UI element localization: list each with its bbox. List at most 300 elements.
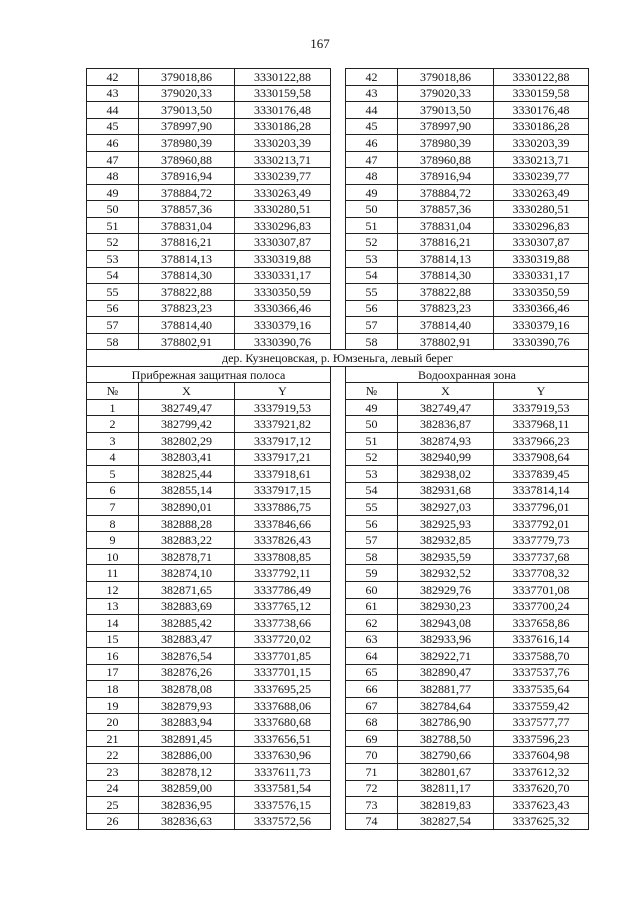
- left-x: 382878,12: [139, 763, 235, 780]
- right-x: 378980,39: [398, 135, 494, 152]
- table-row: [87, 251, 589, 268]
- left-x: 378823,23: [139, 300, 235, 317]
- left-point-number: 12: [87, 581, 139, 598]
- left-x: 382876,26: [139, 664, 235, 681]
- left-y: 3330263,49: [235, 184, 331, 201]
- right-x: 378997,90: [398, 118, 494, 135]
- left-y: 3337581,54: [235, 780, 331, 797]
- right-y: 3337737,68: [494, 548, 589, 565]
- left-x: 382802,29: [139, 433, 235, 450]
- right-y: 3337620,70: [494, 780, 589, 797]
- left-point-number: 26: [87, 813, 139, 830]
- left-x: 382883,47: [139, 631, 235, 648]
- left-point-number: 25: [87, 797, 139, 814]
- column-gap: [331, 565, 346, 582]
- right-point-number: 59: [346, 565, 398, 582]
- table-row: [87, 69, 589, 86]
- right-y: 3330379,16: [494, 317, 589, 334]
- left-x: 379020,33: [139, 85, 235, 102]
- left-x: 382836,63: [139, 813, 235, 830]
- right-y: 3337612,32: [494, 763, 589, 780]
- table-row: [87, 648, 589, 665]
- left-y: 3337680,68: [235, 714, 331, 731]
- left-point-number: 50: [87, 201, 139, 218]
- left-x: 382876,54: [139, 648, 235, 665]
- left-y: 3330390,76: [235, 333, 331, 350]
- right-x: 382881,77: [398, 681, 494, 698]
- left-y: 3337786,49: [235, 581, 331, 598]
- right-y: 3330122,88: [494, 69, 589, 86]
- right-y: 3330350,59: [494, 284, 589, 301]
- right-point-number: 47: [346, 151, 398, 168]
- left-point-number: 4: [87, 449, 139, 466]
- right-y: 3337839,45: [494, 466, 589, 483]
- right-x: 382786,90: [398, 714, 494, 731]
- table-row: [87, 747, 589, 764]
- right-col-header-number: №: [346, 383, 398, 400]
- column-gap: [331, 747, 346, 764]
- left-y: 3337886,75: [235, 499, 331, 516]
- right-x: 382874,93: [398, 433, 494, 450]
- table-row: [87, 797, 589, 814]
- right-x: 378884,72: [398, 184, 494, 201]
- left-x: 382836,95: [139, 797, 235, 814]
- left-y: 3337792,11: [235, 565, 331, 582]
- table-row: [87, 201, 589, 218]
- right-point-number: 72: [346, 780, 398, 797]
- right-point-number: 70: [346, 747, 398, 764]
- right-x: 382836,87: [398, 416, 494, 433]
- left-y: 3337701,15: [235, 664, 331, 681]
- right-y: 3337623,43: [494, 797, 589, 814]
- left-point-number: 15: [87, 631, 139, 648]
- left-x: 382888,28: [139, 515, 235, 532]
- right-zone-title: Водоохранная зона: [346, 366, 589, 383]
- column-gap: [331, 433, 346, 450]
- right-x: 382940,99: [398, 449, 494, 466]
- left-x: 382883,69: [139, 598, 235, 615]
- table-row: [87, 399, 589, 416]
- right-point-number: 57: [346, 532, 398, 549]
- left-col-header-y: Y: [235, 383, 331, 400]
- right-x: 378802,91: [398, 333, 494, 350]
- left-point-number: 58: [87, 333, 139, 350]
- left-point-number: 17: [87, 664, 139, 681]
- right-y: 3337814,14: [494, 482, 589, 499]
- left-point-number: 7: [87, 499, 139, 516]
- right-point-number: 73: [346, 797, 398, 814]
- table-row: [87, 763, 589, 780]
- table-row: [87, 615, 589, 632]
- column-gap: [331, 482, 346, 499]
- left-x: 378884,72: [139, 184, 235, 201]
- left-x: 382879,93: [139, 697, 235, 714]
- left-x: 382890,01: [139, 499, 235, 516]
- left-x: 378802,91: [139, 333, 235, 350]
- column-gap: [331, 399, 346, 416]
- left-y: 3337688,06: [235, 697, 331, 714]
- page-number: 167: [310, 36, 330, 51]
- column-gap: [331, 118, 346, 135]
- left-point-number: 44: [87, 102, 139, 119]
- right-y: 3330307,87: [494, 234, 589, 251]
- right-point-number: 57: [346, 317, 398, 334]
- right-x: 378823,23: [398, 300, 494, 317]
- left-y: 3330239,77: [235, 168, 331, 185]
- table-row: [87, 714, 589, 731]
- left-point-number: 2: [87, 416, 139, 433]
- column-gap: [331, 813, 346, 830]
- left-x: 378997,90: [139, 118, 235, 135]
- table-row: [87, 499, 589, 516]
- column-gap: [331, 102, 346, 119]
- right-x: 378960,88: [398, 151, 494, 168]
- right-point-number: 74: [346, 813, 398, 830]
- left-x: 382825,44: [139, 466, 235, 483]
- column-gap: [331, 449, 346, 466]
- column-gap: [331, 217, 346, 234]
- table-row: [87, 482, 589, 499]
- column-gap: [331, 184, 346, 201]
- column-gap: [331, 85, 346, 102]
- left-point-number: 48: [87, 168, 139, 185]
- right-x: 382801,67: [398, 763, 494, 780]
- left-y: 3330366,46: [235, 300, 331, 317]
- right-x: 379013,50: [398, 102, 494, 119]
- left-col-header-number: №: [87, 383, 139, 400]
- left-y: 3337917,15: [235, 482, 331, 499]
- left-point-number: 57: [87, 317, 139, 334]
- table-row: [87, 565, 589, 582]
- right-y: 3337596,23: [494, 730, 589, 747]
- table-row: [87, 234, 589, 251]
- left-point-number: 52: [87, 234, 139, 251]
- right-x: 378816,21: [398, 234, 494, 251]
- right-x: 378814,30: [398, 267, 494, 284]
- left-point-number: 22: [87, 747, 139, 764]
- table-row: [87, 135, 589, 152]
- left-y: 3337765,12: [235, 598, 331, 615]
- left-point-number: 49: [87, 184, 139, 201]
- table-row: [87, 515, 589, 532]
- table-row: [87, 631, 589, 648]
- right-y: 3330280,51: [494, 201, 589, 218]
- left-point-number: 53: [87, 251, 139, 268]
- right-point-number: 50: [346, 416, 398, 433]
- table-row: [87, 548, 589, 565]
- left-x: 382886,00: [139, 747, 235, 764]
- right-y: 3337658,86: [494, 615, 589, 632]
- right-point-number: 55: [346, 499, 398, 516]
- right-x: 382749,47: [398, 399, 494, 416]
- table-row: [87, 681, 589, 698]
- right-x: 382935,59: [398, 548, 494, 565]
- left-point-number: 23: [87, 763, 139, 780]
- left-col-header-x: X: [139, 383, 235, 400]
- table-row: [87, 581, 589, 598]
- column-gap: [331, 763, 346, 780]
- column-gap: [331, 780, 346, 797]
- upper-section: [87, 69, 589, 350]
- left-y: 3330186,28: [235, 118, 331, 135]
- right-x: 378831,04: [398, 217, 494, 234]
- right-point-number: 67: [346, 697, 398, 714]
- left-y: 3337611,73: [235, 763, 331, 780]
- right-x: 378822,88: [398, 284, 494, 301]
- column-gap: [331, 581, 346, 598]
- table-row: [87, 85, 589, 102]
- left-x: 378814,13: [139, 251, 235, 268]
- table-row: [87, 532, 589, 549]
- right-x: 378857,36: [398, 201, 494, 218]
- column-gap: [331, 499, 346, 516]
- column-gap: [331, 631, 346, 648]
- left-point-number: 47: [87, 151, 139, 168]
- table-row: [87, 333, 589, 350]
- left-y: 3337918,61: [235, 466, 331, 483]
- right-y: 3330263,49: [494, 184, 589, 201]
- left-point-number: 18: [87, 681, 139, 698]
- left-point-number: 5: [87, 466, 139, 483]
- left-x: 378816,21: [139, 234, 235, 251]
- right-point-number: 53: [346, 466, 398, 483]
- left-point-number: 10: [87, 548, 139, 565]
- table-row: [87, 184, 589, 201]
- table-row: [87, 813, 589, 830]
- right-y: 3337559,42: [494, 697, 589, 714]
- left-y: 3330379,16: [235, 317, 331, 334]
- left-x: 382874,10: [139, 565, 235, 582]
- table-row: [87, 433, 589, 450]
- table-row: [87, 317, 589, 334]
- table-row: [87, 416, 589, 433]
- right-y: 3330176,48: [494, 102, 589, 119]
- table-row: [87, 466, 589, 483]
- left-y: 3330280,51: [235, 201, 331, 218]
- right-x: 382932,85: [398, 532, 494, 549]
- right-col-header-y: Y: [494, 383, 589, 400]
- right-x: 382933,96: [398, 631, 494, 648]
- left-x: 379013,50: [139, 102, 235, 119]
- column-gap: [331, 333, 346, 350]
- right-y: 3337625,32: [494, 813, 589, 830]
- column-gap: [331, 730, 346, 747]
- right-x: 382922,71: [398, 648, 494, 665]
- left-y: 3330159,58: [235, 85, 331, 102]
- left-point-number: 20: [87, 714, 139, 731]
- left-y: 3337720,02: [235, 631, 331, 648]
- left-y: 3330203,39: [235, 135, 331, 152]
- left-y: 3330176,48: [235, 102, 331, 119]
- left-point-number: 9: [87, 532, 139, 549]
- left-y: 3337576,15: [235, 797, 331, 814]
- left-y: 3337921,82: [235, 416, 331, 433]
- right-y: 3337796,01: [494, 499, 589, 516]
- left-y: 3337917,21: [235, 449, 331, 466]
- column-gap: [331, 697, 346, 714]
- right-y: 3337966,23: [494, 433, 589, 450]
- right-point-number: 62: [346, 615, 398, 632]
- column-gap: [331, 515, 346, 532]
- right-y: 3337588,70: [494, 648, 589, 665]
- right-x: 378916,94: [398, 168, 494, 185]
- left-point-number: 21: [87, 730, 139, 747]
- table-row: [87, 284, 589, 301]
- right-col-header-x: X: [398, 383, 494, 400]
- left-x: 378814,30: [139, 267, 235, 284]
- right-y: 3330159,58: [494, 85, 589, 102]
- table-row: [87, 151, 589, 168]
- left-x: 378857,36: [139, 201, 235, 218]
- right-point-number: 45: [346, 118, 398, 135]
- right-point-number: 68: [346, 714, 398, 731]
- right-point-number: 69: [346, 730, 398, 747]
- right-y: 3337779,73: [494, 532, 589, 549]
- left-y: 3337808,85: [235, 548, 331, 565]
- column-gap: [331, 548, 346, 565]
- left-x: 382803,41: [139, 449, 235, 466]
- left-x: 378960,88: [139, 151, 235, 168]
- right-y: 3337616,14: [494, 631, 589, 648]
- right-y: 3337701,08: [494, 581, 589, 598]
- right-point-number: 61: [346, 598, 398, 615]
- column-gap: [331, 664, 346, 681]
- right-point-number: 48: [346, 168, 398, 185]
- left-x: 382878,71: [139, 548, 235, 565]
- right-y: 3330296,83: [494, 217, 589, 234]
- left-y: 3337917,12: [235, 433, 331, 450]
- column-gap: [331, 251, 346, 268]
- column-gap: [331, 598, 346, 615]
- right-y: 3330331,17: [494, 267, 589, 284]
- right-point-number: 58: [346, 333, 398, 350]
- column-gap: [331, 532, 346, 549]
- right-point-number: 65: [346, 664, 398, 681]
- column-gap: [331, 615, 346, 632]
- right-point-number: 63: [346, 631, 398, 648]
- left-point-number: 1: [87, 399, 139, 416]
- table-row: [87, 217, 589, 234]
- right-point-number: 43: [346, 85, 398, 102]
- table-row: [87, 598, 589, 615]
- left-y: 3330319,88: [235, 251, 331, 268]
- right-x: 382788,50: [398, 730, 494, 747]
- column-gap: [331, 201, 346, 218]
- right-x: 382819,83: [398, 797, 494, 814]
- right-x: 382929,76: [398, 581, 494, 598]
- column-gap: [331, 317, 346, 334]
- right-x: 382932,52: [398, 565, 494, 582]
- left-point-number: 54: [87, 267, 139, 284]
- right-point-number: 58: [346, 548, 398, 565]
- left-point-number: 3: [87, 433, 139, 450]
- column-gap: [331, 366, 346, 383]
- right-point-number: 50: [346, 201, 398, 218]
- section-header: [87, 350, 589, 400]
- left-point-number: 6: [87, 482, 139, 499]
- right-point-number: 44: [346, 102, 398, 119]
- column-gap: [331, 797, 346, 814]
- column-gap: [331, 466, 346, 483]
- left-x: 382859,00: [139, 780, 235, 797]
- right-point-number: 66: [346, 681, 398, 698]
- column-gap: [331, 267, 346, 284]
- table-row: [87, 102, 589, 119]
- column-gap: [331, 300, 346, 317]
- left-point-number: 16: [87, 648, 139, 665]
- right-x: 382784,64: [398, 697, 494, 714]
- column-gap: [331, 284, 346, 301]
- right-x: 382938,02: [398, 466, 494, 483]
- left-point-number: 24: [87, 780, 139, 797]
- left-x: 378980,39: [139, 135, 235, 152]
- left-x: 378822,88: [139, 284, 235, 301]
- right-y: 3330239,77: [494, 168, 589, 185]
- right-y: 3337535,64: [494, 681, 589, 698]
- left-point-number: 51: [87, 217, 139, 234]
- right-point-number: 56: [346, 300, 398, 317]
- right-x: 382827,54: [398, 813, 494, 830]
- right-point-number: 52: [346, 449, 398, 466]
- left-x: 382883,94: [139, 714, 235, 731]
- right-y: 3337604,98: [494, 747, 589, 764]
- left-y: 3337846,66: [235, 515, 331, 532]
- left-point-number: 13: [87, 598, 139, 615]
- left-y: 3330331,17: [235, 267, 331, 284]
- right-x: 382930,23: [398, 598, 494, 615]
- right-x: 382811,17: [398, 780, 494, 797]
- left-x: 378814,40: [139, 317, 235, 334]
- table-row: [87, 664, 589, 681]
- left-x: 382883,22: [139, 532, 235, 549]
- right-y: 3330366,46: [494, 300, 589, 317]
- right-point-number: 64: [346, 648, 398, 665]
- left-x: 382885,42: [139, 615, 235, 632]
- left-x: 382891,45: [139, 730, 235, 747]
- left-y: 3330350,59: [235, 284, 331, 301]
- right-y: 3330203,39: [494, 135, 589, 152]
- left-y: 3337701,85: [235, 648, 331, 665]
- table-row: [87, 449, 589, 466]
- right-point-number: 42: [346, 69, 398, 86]
- left-x: 382799,42: [139, 416, 235, 433]
- right-x: 378814,13: [398, 251, 494, 268]
- column-gap: [331, 416, 346, 433]
- left-x: 382871,65: [139, 581, 235, 598]
- left-point-number: 19: [87, 697, 139, 714]
- right-point-number: 54: [346, 267, 398, 284]
- right-point-number: 51: [346, 433, 398, 450]
- left-y: 3337656,51: [235, 730, 331, 747]
- right-y: 3337537,76: [494, 664, 589, 681]
- right-point-number: 46: [346, 135, 398, 152]
- left-y: 3337738,66: [235, 615, 331, 632]
- left-y: 3330296,83: [235, 217, 331, 234]
- table-row: [87, 780, 589, 797]
- right-x: 382890,47: [398, 664, 494, 681]
- table-row: [87, 697, 589, 714]
- right-point-number: 51: [346, 217, 398, 234]
- column-gap: [331, 681, 346, 698]
- left-point-number: 56: [87, 300, 139, 317]
- section-title: дер. Кузнецовская, р. Юмзеньга, левый берег: [87, 350, 589, 367]
- right-x: 382931,68: [398, 482, 494, 499]
- left-x: 378831,04: [139, 217, 235, 234]
- right-y: 3337908,64: [494, 449, 589, 466]
- left-point-number: 46: [87, 135, 139, 152]
- right-x: 382925,93: [398, 515, 494, 532]
- left-x: 382855,14: [139, 482, 235, 499]
